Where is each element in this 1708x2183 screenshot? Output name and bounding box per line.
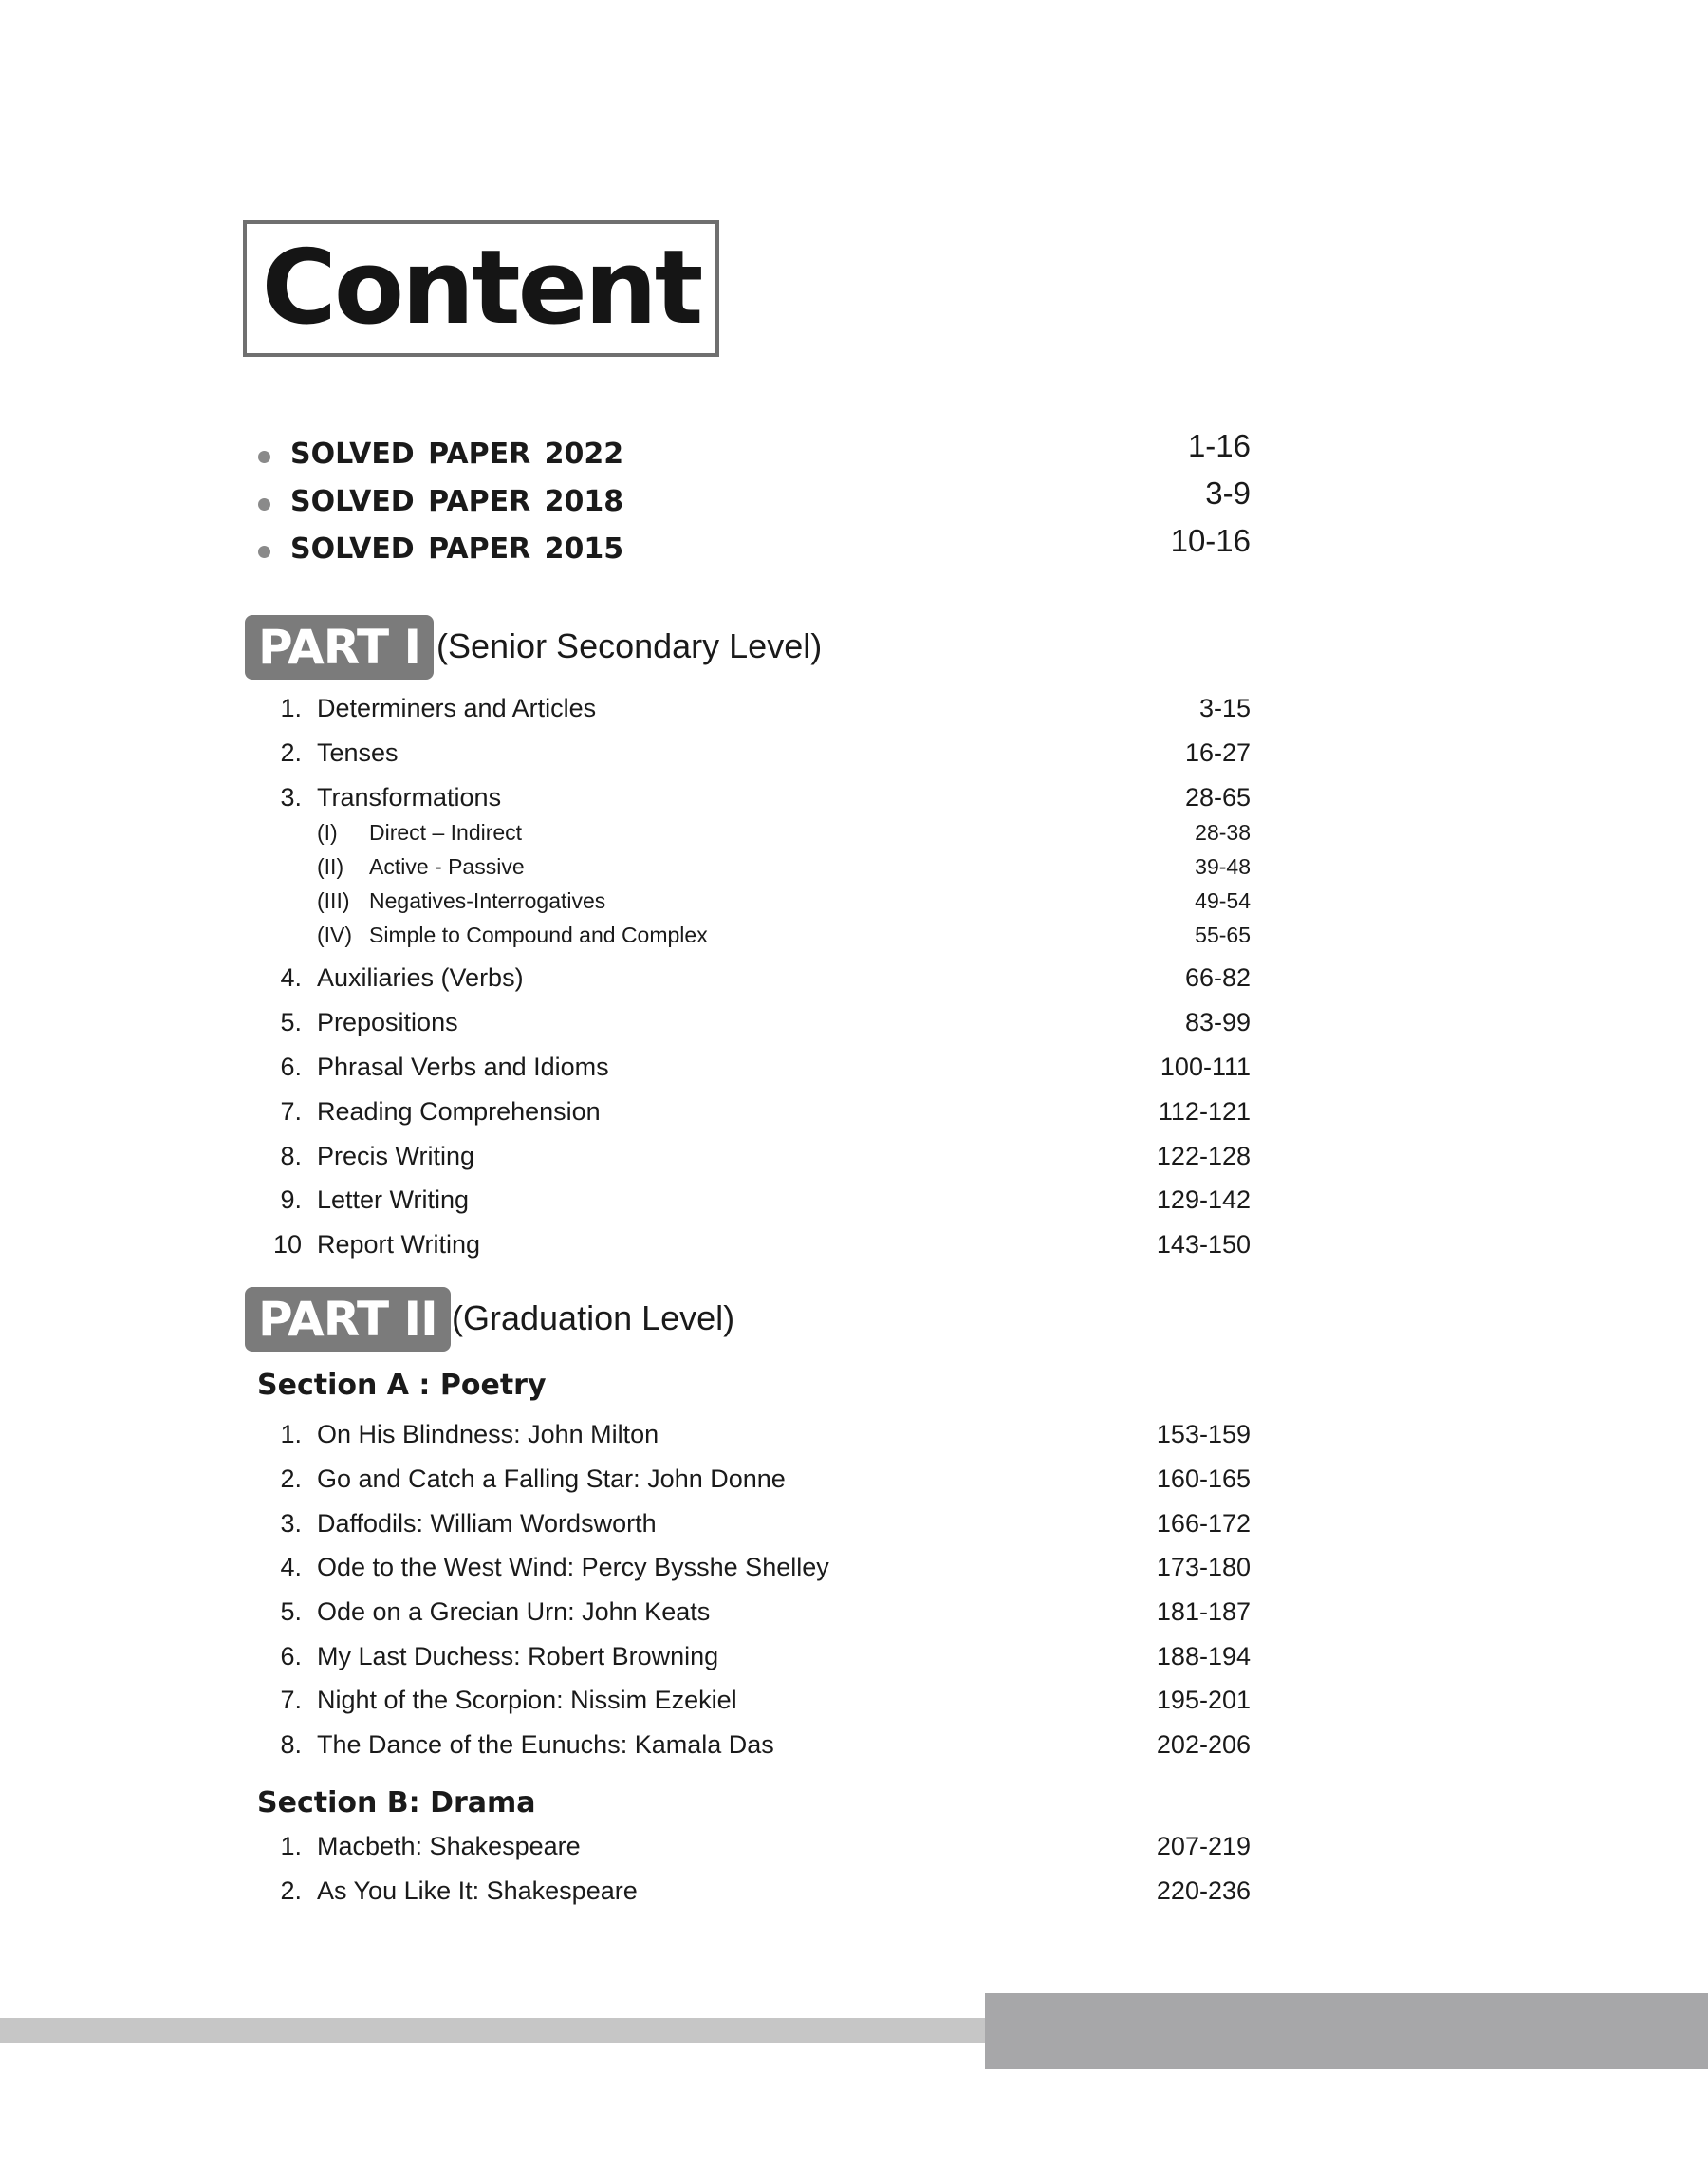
toc-subnumber: (IV) bbox=[317, 923, 353, 947]
toc-subnumber: (III) bbox=[317, 888, 350, 913]
toc-pages: 100-111 bbox=[1160, 1053, 1251, 1081]
toc-label: Auxiliaries (Verbs) bbox=[317, 963, 524, 992]
toc-subrow bbox=[243, 885, 1251, 917]
solved-paper-item bbox=[254, 428, 1251, 479]
toc-number: 7. bbox=[280, 1097, 302, 1126]
toc-row bbox=[243, 689, 1251, 727]
part-2-badge: PART II bbox=[245, 1287, 451, 1352]
toc-subrow bbox=[243, 816, 1251, 849]
toc-number: 1. bbox=[280, 1420, 302, 1448]
footer-rule bbox=[0, 2018, 987, 2043]
solved-paper-label: SOLVED PAPER 2018 bbox=[290, 485, 624, 518]
toc-label: Phrasal Verbs and Idioms bbox=[317, 1053, 609, 1081]
toc-label: Night of the Scorpion: Nissim Ezekiel bbox=[317, 1686, 737, 1714]
section-a-heading: Section A : Poetry bbox=[257, 1369, 547, 1402]
toc-pages: 66-82 bbox=[1184, 963, 1251, 992]
toc-row bbox=[243, 1181, 1251, 1219]
toc-sublabel: Negatives-Interrogatives bbox=[369, 888, 606, 913]
section-b-heading: Section B: Drama bbox=[257, 1786, 536, 1819]
toc-number: 6. bbox=[280, 1642, 302, 1670]
toc-number: 1. bbox=[280, 1832, 302, 1860]
solved-paper-label: SOLVED PAPER 2022 bbox=[290, 438, 624, 471]
toc-row bbox=[243, 1548, 1251, 1586]
part-2-subtitle: (Graduation Level) bbox=[452, 1298, 735, 1337]
toc-pages: 202-206 bbox=[1156, 1730, 1251, 1759]
toc-number: 6. bbox=[280, 1053, 302, 1081]
toc-label: Letter Writing bbox=[317, 1185, 470, 1214]
toc-pages: 207-219 bbox=[1156, 1832, 1251, 1860]
toc-pages: 160-165 bbox=[1156, 1465, 1251, 1493]
toc-row bbox=[243, 1003, 1251, 1041]
toc-label: Macbeth: Shakespeare bbox=[317, 1832, 581, 1860]
solved-paper-item bbox=[254, 476, 1251, 527]
toc-number: 2. bbox=[280, 738, 302, 767]
toc-pages: 129-142 bbox=[1156, 1185, 1251, 1214]
solved-paper-pages: 3-9 bbox=[1205, 476, 1251, 511]
toc-label: Ode on a Grecian Urn: John Keats bbox=[317, 1597, 711, 1626]
toc-label: Tenses bbox=[317, 738, 399, 767]
toc-row bbox=[243, 1637, 1251, 1675]
toc-label: Go and Catch a Falling Star: John Donne bbox=[317, 1465, 786, 1493]
toc-label: Daffodils: William Wordsworth bbox=[317, 1509, 657, 1538]
toc-row bbox=[243, 1827, 1251, 1865]
toc-pages: 3-15 bbox=[1198, 694, 1251, 722]
bullet-icon bbox=[258, 498, 270, 511]
toc-number: 9. bbox=[280, 1185, 302, 1214]
toc-pages: 188-194 bbox=[1156, 1642, 1251, 1670]
part-1-badge: PART I bbox=[245, 615, 434, 680]
toc-subpages: 28-38 bbox=[1195, 820, 1251, 845]
toc-row bbox=[243, 1092, 1251, 1130]
toc-row bbox=[243, 1872, 1251, 1910]
toc-row bbox=[243, 1048, 1251, 1086]
bullet-icon bbox=[258, 451, 270, 463]
toc-pages: 112-121 bbox=[1158, 1097, 1251, 1126]
solved-paper-label: SOLVED PAPER 2015 bbox=[290, 532, 624, 566]
toc-row bbox=[243, 1225, 1251, 1263]
toc-sublabel: Active - Passive bbox=[369, 854, 525, 879]
toc-number: 10 bbox=[272, 1230, 302, 1259]
toc-pages: 166-172 bbox=[1156, 1509, 1251, 1538]
toc-subnumber: (II) bbox=[317, 854, 344, 879]
toc-pages: 195-201 bbox=[1156, 1686, 1251, 1714]
page-title-box bbox=[243, 220, 719, 357]
toc-number: 4. bbox=[280, 1553, 302, 1581]
toc-label: My Last Duchess: Robert Browning bbox=[317, 1642, 719, 1670]
bullet-icon bbox=[258, 546, 270, 558]
toc-pages: 173-180 bbox=[1156, 1553, 1251, 1581]
toc-label: Prepositions bbox=[317, 1008, 458, 1036]
toc-label: Reading Comprehension bbox=[317, 1097, 601, 1126]
toc-label: Report Writing bbox=[317, 1230, 481, 1259]
toc-row bbox=[243, 1504, 1251, 1542]
toc-subrow bbox=[243, 850, 1251, 883]
toc-number: 7. bbox=[280, 1686, 302, 1714]
solved-paper-item bbox=[254, 523, 1251, 574]
toc-number: 8. bbox=[280, 1730, 302, 1759]
page-title: Content bbox=[261, 229, 701, 347]
toc-number: 5. bbox=[280, 1597, 302, 1626]
toc-subrow bbox=[243, 919, 1251, 951]
toc-number: 1. bbox=[280, 694, 302, 722]
toc-row bbox=[243, 959, 1251, 997]
toc-label: Ode to the West Wind: Percy Bysshe Shelley bbox=[317, 1553, 829, 1581]
toc-row bbox=[243, 1460, 1251, 1498]
toc-row bbox=[243, 778, 1251, 816]
toc-pages: 143-150 bbox=[1156, 1230, 1251, 1259]
toc-label: The Dance of the Eunuchs: Kamala Das bbox=[317, 1730, 774, 1759]
toc-subpages: 39-48 bbox=[1195, 854, 1251, 879]
toc-subpages: 55-65 bbox=[1195, 923, 1251, 947]
toc-number: 3. bbox=[280, 783, 302, 812]
toc-label: Transformations bbox=[317, 783, 502, 812]
toc-pages: 181-187 bbox=[1156, 1597, 1251, 1626]
toc-pages: 122-128 bbox=[1156, 1142, 1251, 1170]
toc-row bbox=[243, 1726, 1251, 1763]
part-1-subtitle: (Senior Secondary Level) bbox=[436, 626, 823, 665]
toc-number: 2. bbox=[280, 1876, 302, 1905]
solved-paper-pages: 10-16 bbox=[1170, 523, 1251, 558]
toc-row bbox=[243, 1593, 1251, 1631]
toc-pages: 220-236 bbox=[1156, 1876, 1251, 1905]
toc-row bbox=[243, 1681, 1251, 1719]
toc-label: On His Blindness: John Milton bbox=[317, 1420, 659, 1448]
toc-number: 4. bbox=[280, 963, 302, 992]
solved-paper-pages: 1-16 bbox=[1187, 428, 1251, 463]
toc-label: Precis Writing bbox=[317, 1142, 475, 1170]
toc-row bbox=[243, 1415, 1251, 1453]
toc-number: 8. bbox=[280, 1142, 302, 1170]
toc-row bbox=[243, 734, 1251, 772]
toc-pages: 83-99 bbox=[1184, 1008, 1251, 1036]
toc-subnumber: (I) bbox=[317, 820, 338, 845]
footer-block bbox=[985, 1993, 1708, 2069]
toc-label: Determiners and Articles bbox=[317, 694, 597, 722]
toc-sublabel: Simple to Compound and Complex bbox=[369, 923, 708, 947]
toc-label: As You Like It: Shakespeare bbox=[317, 1876, 638, 1905]
toc-row bbox=[243, 1137, 1251, 1175]
toc-sublabel: Direct – Indirect bbox=[369, 820, 523, 845]
toc-pages: 153-159 bbox=[1156, 1420, 1251, 1448]
toc-number: 2. bbox=[280, 1465, 302, 1493]
toc-number: 3. bbox=[280, 1509, 302, 1538]
toc-pages: 28-65 bbox=[1184, 783, 1251, 812]
toc-pages: 16-27 bbox=[1184, 738, 1251, 767]
toc-subpages: 49-54 bbox=[1195, 888, 1251, 913]
toc-number: 5. bbox=[280, 1008, 302, 1036]
